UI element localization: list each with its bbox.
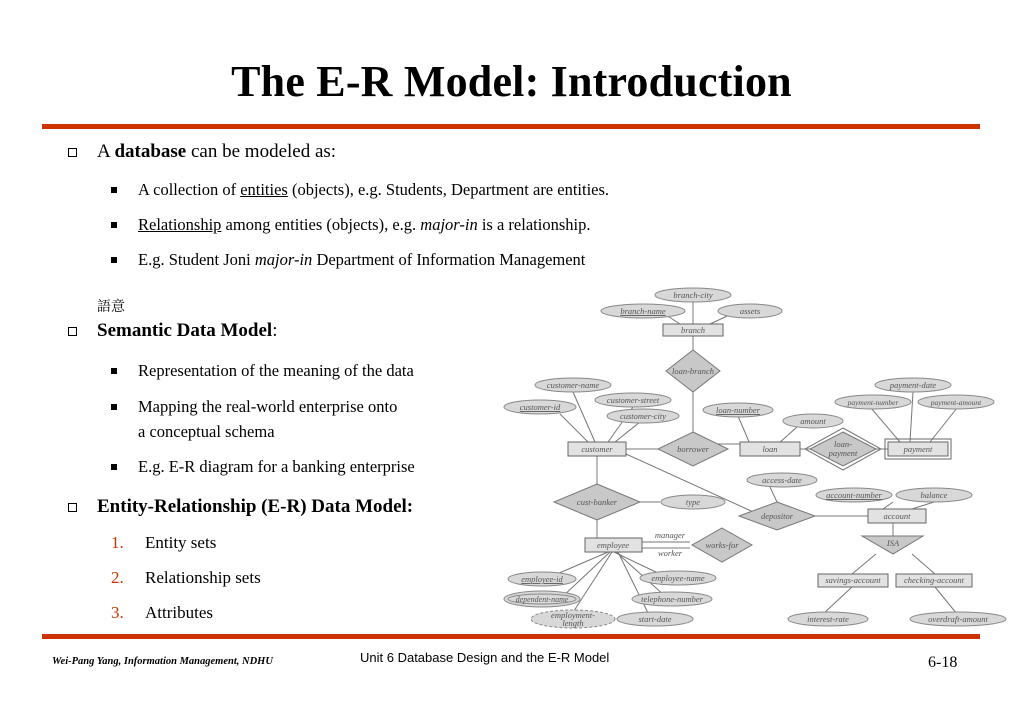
square-bullet-icon	[111, 222, 117, 228]
attr-start-date: start-date	[638, 614, 672, 624]
role-worker: worker	[657, 548, 683, 558]
rel-loan-payment: payment	[828, 448, 858, 458]
square-bullet-icon	[111, 187, 117, 193]
role-manager: manager	[654, 530, 686, 540]
attr-access-date: access-date	[762, 475, 802, 485]
page-number: 6-18	[928, 654, 958, 671]
sub-text: among entities (objects), e.g.	[221, 215, 421, 234]
attr-payment-date: payment-date	[889, 380, 937, 390]
item-number: 2.	[111, 568, 124, 587]
square-bullet-icon	[111, 368, 117, 374]
underlined-term: Relationship	[138, 215, 222, 234]
sub-text: Department of Information Management	[312, 250, 586, 269]
sub-text: Mapping the real-world enterprise onto	[138, 397, 398, 416]
item-number: 1.	[111, 533, 124, 552]
attr-customer-street: customer-street	[606, 395, 660, 405]
attr-customer-id: customer-id	[519, 402, 561, 412]
bullet-bold-term: Semantic Data Model	[97, 320, 273, 341]
italic-term: major-in	[420, 215, 478, 234]
attr-employment-length: length	[562, 618, 584, 628]
italic-term: major-in	[254, 250, 313, 269]
item-text: Relationship sets	[145, 568, 261, 587]
item-text: Entity sets	[145, 533, 217, 552]
entity-branch: branch	[680, 325, 706, 335]
rel-works-for: works-for	[705, 540, 739, 550]
sub-text: A collection of	[138, 180, 241, 199]
attr-balance: balance	[920, 490, 948, 500]
cjk-annotation: 語意	[97, 299, 125, 315]
square-bullet-icon	[111, 464, 117, 470]
rel-depositor: depositor	[760, 511, 794, 521]
entity-savings-account: savings-account	[825, 575, 881, 585]
attr-amount: amount	[800, 416, 826, 426]
attr-type: type	[685, 497, 701, 507]
entity-checking-account: checking-account	[904, 575, 964, 585]
hollow-square-bullet-icon	[68, 148, 77, 157]
bullet-text: A	[97, 141, 115, 162]
title-divider	[42, 124, 980, 129]
attr-overdraft-amount: overdraft-amount	[928, 614, 988, 624]
footer-unit-title: Unit 6 Database Design and the E-R Model	[360, 650, 610, 665]
attr-account-number: account-number	[826, 490, 882, 500]
attr-assets: assets	[739, 306, 761, 316]
item-number: 3.	[111, 603, 124, 622]
entity-customer: customer	[581, 444, 613, 454]
er-diagram	[500, 284, 1010, 630]
footer-divider	[42, 634, 980, 639]
attr-branch-name: branch-name	[620, 306, 666, 316]
attr-employee-name: employee-name	[651, 573, 705, 583]
sub-text: Representation of the meaning of the data	[138, 361, 414, 380]
attr-customer-name: customer-name	[546, 380, 600, 390]
attr-payment-amount: payment-amount	[930, 398, 982, 407]
entity-account: account	[883, 511, 911, 521]
square-bullet-icon	[111, 257, 117, 263]
sub-text: E.g. E-R diagram for a banking enterprise	[138, 457, 415, 476]
bullet-text: :	[272, 320, 278, 341]
attr-dependent-name: dependent-name	[515, 595, 569, 604]
sub-text: E.g. Student Joni	[138, 250, 255, 269]
sub-text: (objects), e.g. Students, Department are entities.	[287, 180, 610, 199]
isa-label: ISA	[886, 538, 900, 548]
attr-customer-city: customer-city	[619, 411, 667, 421]
rel-loan-branch: loan-branch	[671, 366, 715, 376]
entity-employee: employee	[596, 540, 630, 550]
attr-telephone-number: telephone-number	[641, 594, 703, 604]
attr-branch-city: branch-city	[673, 290, 713, 300]
entity-loan: loan	[762, 444, 778, 454]
bullet-bold-term: Entity-Relationship (E-R) Data Model:	[97, 496, 414, 517]
hollow-square-bullet-icon	[68, 327, 77, 336]
square-bullet-icon	[111, 404, 117, 410]
bullet-bold-term: database	[114, 141, 187, 162]
hollow-square-bullet-icon	[68, 503, 77, 512]
item-text: Attributes	[145, 603, 213, 622]
sub-text: is a relationship.	[477, 215, 591, 234]
rel-loan-payment: loan-	[834, 439, 852, 449]
slide-title: The E-R Model: Introduction	[231, 57, 792, 106]
attr-loan-number: loan-number	[716, 405, 760, 415]
underlined-term: entities	[240, 180, 288, 199]
footer-author: Wei-Pang Yang, Information Management, NDHU	[52, 656, 273, 667]
sub-text: a conceptual schema	[138, 422, 275, 441]
entity-payment: payment	[903, 444, 933, 454]
rel-borrower: borrower	[677, 444, 709, 454]
attr-employment-length: employment-	[551, 610, 595, 620]
rel-cust-banker: cust-banker	[576, 497, 618, 507]
attr-payment-number: payment-number	[847, 398, 899, 407]
attr-interest-rate: interest-rate	[807, 614, 849, 624]
bullet-text: can be modeled as:	[186, 141, 337, 162]
attr-employee-id: employee-id	[521, 574, 563, 584]
